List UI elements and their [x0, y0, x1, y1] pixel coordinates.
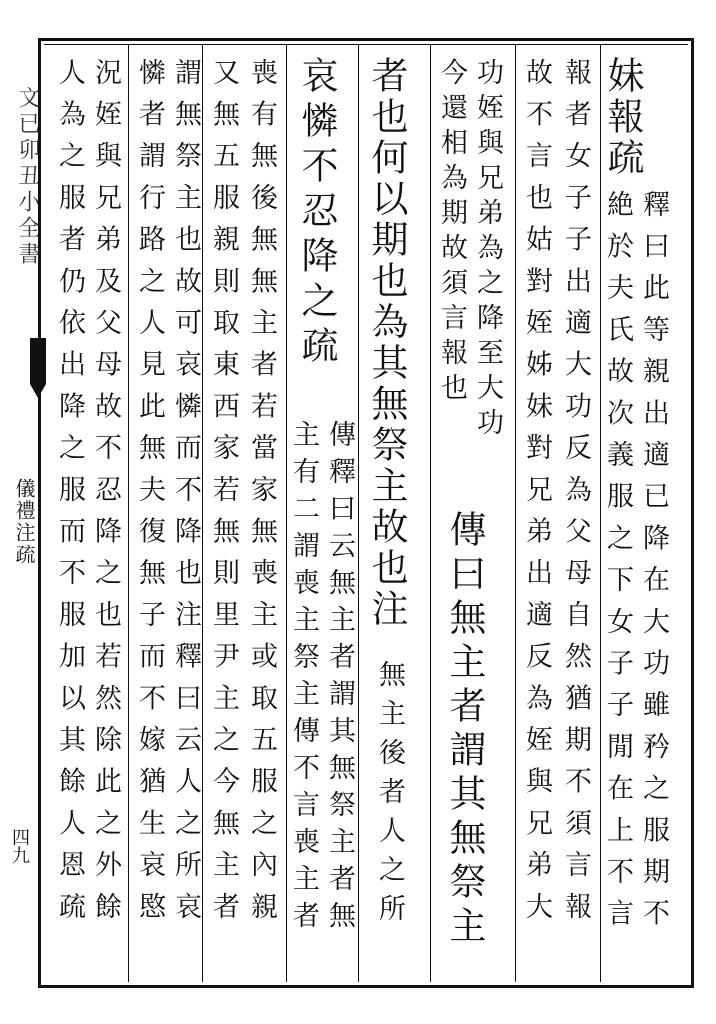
- column-rule: [128, 44, 129, 982]
- column-rule: [600, 44, 601, 982]
- column-6-commentary-right: 喪有無後無無主者若當家無喪主或取五服之內親: [246, 58, 277, 934]
- column-5-main-text: 哀憐不忍降之疏: [295, 56, 338, 371]
- column-4-commentary: 無主後者人之所: [374, 660, 405, 933]
- column-2-commentary-right: 報者女子子出適大功反為父母自然猶期不須言報: [560, 58, 591, 934]
- column-rule: [358, 44, 359, 982]
- page-margin: [0, 38, 38, 988]
- book-title: 儀禮注疏: [12, 478, 36, 566]
- column-1-commentary-left: 絶於夫氏故次義服之下女子子閒在上不言: [602, 190, 633, 941]
- column-8-commentary-right: 況姪與兄弟及父母故不忍降之也若然除此之外餘: [90, 58, 121, 934]
- folio-number: 四九: [9, 828, 30, 864]
- column-5-commentary-left: 主有二謂喪主祭主傳不言喪主者: [288, 420, 319, 938]
- column-5-commentary-right: 傳釋曰云無主者謂其無祭主者無: [324, 420, 355, 938]
- column-3-commentary-right: 功姪與兄弟為之降至大功: [472, 58, 503, 443]
- column-rule: [286, 44, 287, 982]
- column-6-commentary-left: 又無五服親則取東西家若無則里尹主之今無主者: [208, 58, 239, 934]
- column-7-commentary-left: 憐者謂行路之人見此無夫復無子而不嫁猶生哀愍: [134, 58, 165, 934]
- column-rule: [515, 44, 516, 982]
- margin-library-title: 文已卯丑小全書: [15, 86, 40, 268]
- column-8-commentary-left: 人為之服者仍依出降之服而不服加以其餘人恩疏: [54, 58, 85, 934]
- column-3-commentary-left: 今還相為期故須言報也: [436, 58, 467, 408]
- column-rule: [430, 44, 431, 982]
- column-4-main-text: 者也何以期也為其無祭主故也注: [365, 56, 408, 630]
- column-3-main-text: 傳曰無主者謂其無祭主: [443, 510, 486, 950]
- column-1-main-text: 妹報疏: [601, 56, 644, 179]
- column-7-commentary-right: 謂無祭主也故可哀憐而不降也注釋曰云人之所哀: [170, 58, 201, 934]
- column-rule: [202, 44, 203, 982]
- column-2-commentary-left: 故不言也姑對姪姊妹對兄弟出適反為姪與兄弟大: [521, 58, 552, 934]
- column-1-commentary-right: 釋曰此等親出適已降在大功雖矜之服期不: [638, 190, 669, 941]
